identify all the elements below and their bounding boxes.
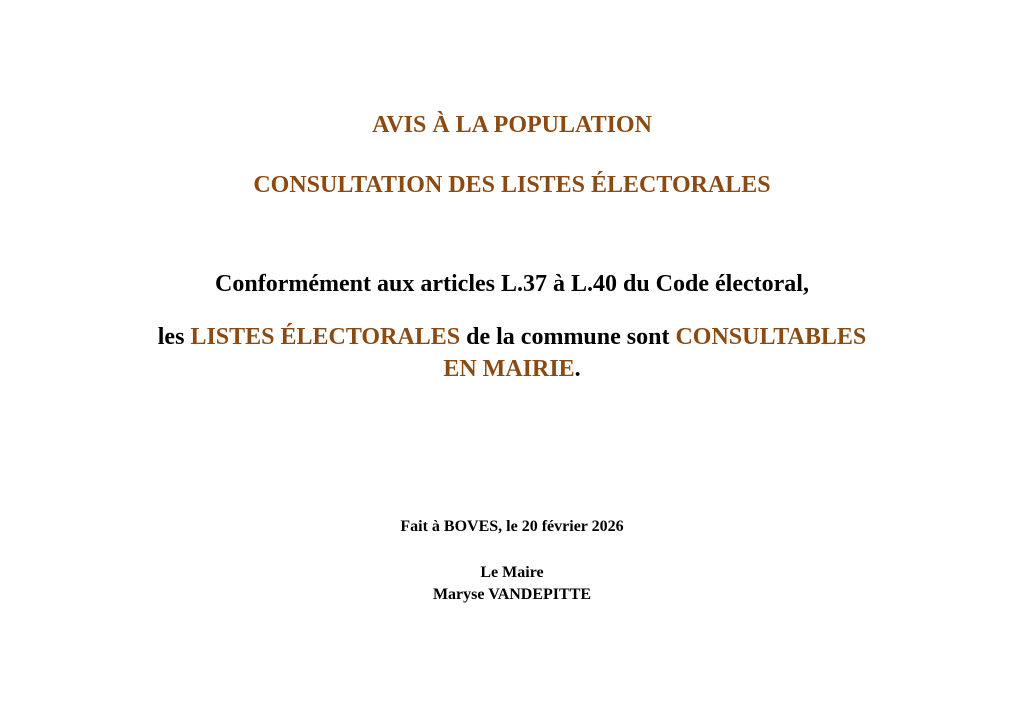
legal-reference-line xyxy=(0,272,1024,296)
legal-reference-text: Conformément aux articles L.37 à L.40 du Code électoral xyxy=(215,271,803,297)
statement-prefix: les xyxy=(157,324,191,350)
statement-highlight-consultable: CONSULTABLES xyxy=(675,324,867,350)
signature-name: Maryse VANDEPITTE xyxy=(432,586,592,603)
statement-period: . xyxy=(574,356,581,382)
statement-highlight-lists: LISTES ÉLECTORALES xyxy=(190,324,461,350)
consultation-statement-line xyxy=(0,325,1024,349)
statement-middle: de la commune sont xyxy=(460,324,676,350)
signature-role: Le Maire xyxy=(480,564,544,581)
notice-subheading: CONSULTATION DES LISTES ÉLECTORALES xyxy=(253,172,771,198)
signature-place-date: Fait à BOVES, le 20 février 2026 xyxy=(400,518,624,535)
consultation-location-line xyxy=(0,357,1024,381)
notice-heading: AVIS À LA POPULATION xyxy=(372,112,652,138)
statement-highlight-location: EN MAIRIE xyxy=(443,356,575,382)
legal-reference-comma: , xyxy=(802,271,809,297)
